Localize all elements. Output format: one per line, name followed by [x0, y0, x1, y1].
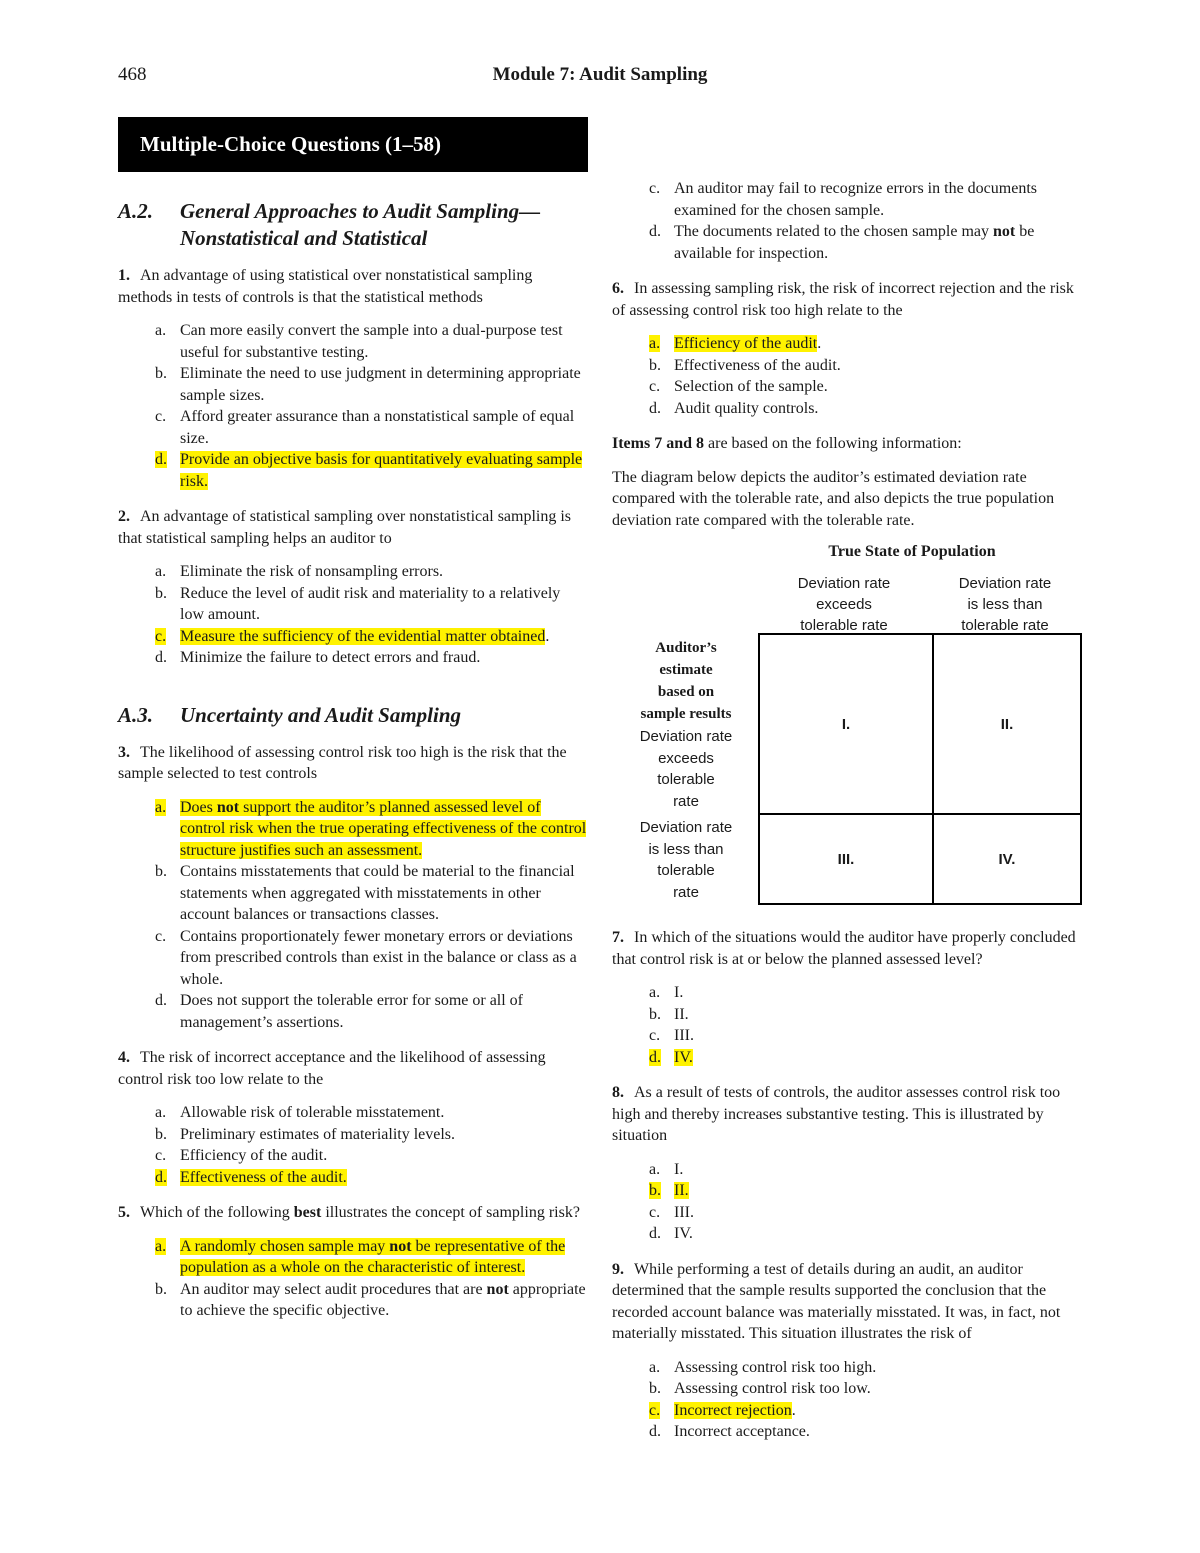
- question-number: 1.: [118, 267, 130, 284]
- label-line: rate: [673, 883, 699, 901]
- option-letter: d.: [155, 649, 167, 666]
- label-line: tolerable: [657, 862, 715, 879]
- question-text: An advantage of statistical sampling over nonstatistical sampling is that statistical sampling helps an auditor to: [118, 508, 572, 547]
- section-heading-a2: [118, 198, 588, 252]
- answer-option: [118, 1124, 588, 1146]
- option-letter: [612, 1047, 674, 1069]
- option-letter: c.: [155, 408, 167, 425]
- answer-option: [612, 376, 1082, 398]
- highlighted-answer: Measure the sufficiency of the evidential matter obtained: [180, 627, 546, 645]
- answer-option-highlighted: [118, 1236, 588, 1279]
- caption-line: sample results: [640, 706, 732, 722]
- caption-line: estimate: [659, 662, 713, 678]
- answer-option-highlighted: [612, 1180, 1082, 1202]
- label-line: Deviation rate: [639, 819, 733, 836]
- option-letter: d.: [649, 399, 661, 417]
- question-number: 9.: [612, 1260, 624, 1278]
- option-text: Preliminary estimates of materiality levels.: [180, 1125, 456, 1143]
- highlighted-answer: Efficiency of the audit: [674, 335, 818, 352]
- emphasis: best: [293, 1204, 322, 1221]
- diagram-title: True State of Population: [828, 543, 996, 560]
- question-stem: [612, 278, 1082, 321]
- label-line: rate: [673, 792, 699, 810]
- option-letter: a.: [649, 1358, 661, 1376]
- answer-option: [612, 1223, 1082, 1245]
- answer-option-highlighted: [612, 333, 1082, 355]
- highlighted-letter: c.: [155, 627, 167, 645]
- option-letter: [612, 1180, 674, 1202]
- option-letter: a.: [155, 1104, 167, 1121]
- section-title: General Approaches to Audit Sampling—Nonstatistical and Statistical: [180, 199, 541, 250]
- option-text: Eliminate the need to use judgment in determining appropriate sample sizes.: [180, 365, 581, 404]
- question-text: An advantage of using statistical over nonstatistical sampling methods in tests of controls is that the statistical methods: [118, 267, 533, 306]
- option-letter: b.: [155, 584, 167, 602]
- highlighted-answer: [180, 1238, 565, 1277]
- question-number: 3.: [118, 743, 130, 761]
- option-letter: [118, 626, 180, 648]
- option-text: [180, 1279, 588, 1322]
- option-text: I.: [674, 1160, 684, 1178]
- option-text: Assessing control risk too high.: [674, 1358, 877, 1376]
- highlighted-letter: a.: [649, 335, 661, 352]
- option-text: Contains misstatements that could be material to the financial statements when aggregated with misstatements in other account balances or transactions classes.: [180, 863, 575, 923]
- option-text: III.: [674, 1027, 694, 1044]
- emphasis: Items 7 and 8: [612, 435, 705, 452]
- heading-line: Deviation rate: [958, 575, 1052, 592]
- question-number: 7.: [612, 929, 624, 946]
- option-letter: b.: [155, 863, 167, 880]
- option-letter: c.: [649, 180, 661, 197]
- section-banner: Multiple-Choice Questions (1–58): [118, 117, 588, 172]
- question-text: Which of the following: [140, 1204, 294, 1221]
- question-number: 6.: [612, 280, 624, 297]
- option-text: Efficiency of the audit.: [180, 1147, 328, 1164]
- emphasis: not: [216, 798, 240, 816]
- answer-option: [118, 320, 588, 363]
- option-letter: c.: [155, 927, 167, 945]
- option-letter: b.: [155, 1280, 167, 1298]
- option-letter: a.: [649, 984, 661, 1001]
- question-number: 4.: [118, 1049, 130, 1066]
- cell-ii: II.: [934, 635, 1080, 815]
- population-diagram: [612, 543, 1082, 923]
- label-line: exceeds: [658, 749, 714, 767]
- text-part: An auditor may select audit procedures that are: [180, 1280, 487, 1298]
- option-letter: [118, 797, 180, 862]
- question-text: As a result of tests of controls, the auditor assesses control risk too high and thereby increases substantive testing. This is illustrated by situation: [612, 1084, 1061, 1144]
- question-text: While performing a test of details during an audit, an auditor determined that the sample results supported the conclusion that the recorded account balance was materially misstated. It was, in fact, not materially misstated. This situation illustrates the risk of: [612, 1260, 1061, 1342]
- section-title: Uncertainty and Audit Sampling: [180, 702, 462, 727]
- answer-option: [118, 647, 588, 669]
- option-text: Reduce the level of audit risk and materiality to a relatively low amount.: [180, 584, 561, 623]
- answer-option-highlighted: [118, 1167, 588, 1189]
- answer-option: [612, 1357, 1082, 1379]
- option-text: IV.: [674, 1225, 693, 1242]
- option-text: Assessing control risk too low.: [674, 1380, 871, 1397]
- question-stem: [612, 1082, 1082, 1147]
- heading-line: tolerable rate: [961, 617, 1049, 634]
- option-letter: b.: [155, 1125, 167, 1143]
- option-letter: [612, 1400, 674, 1422]
- question-5-continued: [612, 178, 1082, 264]
- option-letter: b.: [649, 1005, 661, 1023]
- question-stem: [118, 506, 588, 549]
- option-letter: a.: [155, 563, 167, 580]
- answer-option: [612, 1004, 1082, 1026]
- section-number: A.2.: [118, 199, 154, 223]
- question-7: [612, 927, 1082, 1068]
- highlighted-letter: c.: [649, 1401, 661, 1419]
- text-part: be representative of the population as a whole on the characteristic of interest.: [180, 1237, 566, 1276]
- column-heading-less-than: [930, 573, 1080, 636]
- option-text: Allowable risk of tolerable misstatement.: [180, 1104, 445, 1121]
- option-letter: [612, 333, 674, 355]
- items-info-intro: [612, 433, 1082, 455]
- text-part: The documents related to the chosen sample may: [674, 223, 994, 240]
- row-label-less-than: [612, 817, 760, 903]
- question-text: In which of the situations would the auditor have properly concluded that control risk is at or below the planned assessed level?: [612, 929, 1076, 968]
- option-text: [674, 1047, 1082, 1069]
- option-text: [674, 333, 1082, 355]
- text-part: A randomly chosen sample may: [180, 1237, 390, 1255]
- running-head: Module 7: Audit Sampling: [492, 64, 708, 85]
- highlighted-answer: Effectiveness of the audit.: [180, 1168, 347, 1186]
- option-text: [674, 221, 1082, 264]
- row-label-exceeds: [612, 726, 760, 812]
- question-6: [612, 278, 1082, 419]
- highlighted-answer: II.: [674, 1182, 689, 1199]
- option-text: Contains proportionately fewer monetary errors or deviations from prescribed controls than exist in the balance or class as a whole.: [180, 927, 577, 988]
- answer-option: [118, 583, 588, 626]
- highlighted-letter: d.: [155, 1168, 167, 1186]
- column-heading-exceeds: [769, 573, 919, 636]
- heading-line: exceeds: [816, 596, 872, 613]
- cell-iii: III.: [760, 815, 934, 903]
- option-text: I.: [674, 984, 684, 1001]
- option-letter: c.: [649, 378, 661, 395]
- answer-option-highlighted: [612, 1400, 1082, 1422]
- option-text: Incorrect acceptance.: [674, 1423, 810, 1440]
- option-letter: c.: [649, 1027, 661, 1044]
- option-text: [180, 626, 588, 648]
- period: .: [817, 335, 822, 352]
- answer-option: [612, 398, 1082, 420]
- highlighted-answer: Provide an objective basis for quantitatively evaluating sample risk.: [180, 451, 583, 490]
- text-part: support the auditor’s planned assessed level of control risk when the true operating effectiveness of the control structure justifies such an assessment.: [180, 798, 587, 859]
- option-letter: [118, 1167, 180, 1189]
- question-number: 8.: [612, 1084, 624, 1101]
- question-number: 5.: [118, 1204, 130, 1221]
- option-text: [674, 1180, 1082, 1202]
- page-header: [118, 64, 1082, 94]
- label-line: tolerable: [657, 771, 715, 788]
- answer-option: [612, 1378, 1082, 1400]
- question-5: [118, 1202, 588, 1322]
- question-stem: [612, 927, 1082, 970]
- question-8: [612, 1082, 1082, 1245]
- answer-option: [118, 1279, 588, 1322]
- answer-option-highlighted: [612, 1047, 1082, 1069]
- answer-option: [612, 178, 1082, 221]
- option-text: [674, 1400, 1082, 1422]
- text-part: appropriate to achieve the specific objective.: [180, 1280, 586, 1319]
- answer-option: [118, 561, 588, 583]
- question-3: [118, 742, 588, 1034]
- answer-option: [612, 982, 1082, 1004]
- answer-option: [612, 1025, 1082, 1047]
- question-1: [118, 265, 588, 492]
- highlighted-letter: b.: [649, 1182, 661, 1199]
- answer-option: [118, 861, 588, 926]
- option-text: Eliminate the risk of nonsampling errors.: [180, 563, 444, 580]
- option-text: Can more easily convert the sample into a dual-purpose test useful for substantive testing.: [180, 322, 563, 361]
- highlighted-letter: d.: [155, 451, 167, 468]
- section-heading-a3: [118, 702, 588, 729]
- question-stem: [118, 742, 588, 785]
- question-text: The risk of incorrect acceptance and the likelihood of assessing control risk too low relate to the: [118, 1049, 546, 1088]
- option-text: [180, 797, 588, 862]
- answer-option: [118, 406, 588, 449]
- question-text: The likelihood of assessing control risk too high is the risk that the sample selected to test controls: [118, 743, 567, 782]
- question-stem: [118, 1047, 588, 1090]
- text-part: be available for inspection.: [674, 223, 1035, 262]
- answer-option: [612, 355, 1082, 377]
- option-letter: [118, 1236, 180, 1279]
- period: .: [791, 1401, 796, 1419]
- option-letter: c.: [155, 1147, 167, 1164]
- emphasis: not: [993, 223, 1016, 240]
- option-letter: [118, 449, 180, 492]
- answer-option: [118, 926, 588, 991]
- option-text: Afford greater assurance than a nonstatistical sample of equal size.: [180, 408, 575, 447]
- question-stem: [612, 1259, 1082, 1345]
- option-text: Selection of the sample.: [674, 378, 828, 395]
- highlighted-letter: a.: [155, 798, 167, 816]
- option-text: An auditor may fail to recognize errors in the documents examined for the chosen sample.: [674, 180, 1037, 219]
- question-text: In assessing sampling risk, the risk of incorrect rejection and the risk of assessing control risk too high relate to the: [612, 280, 1074, 319]
- answer-option: [612, 1421, 1082, 1443]
- question-9: [612, 1259, 1082, 1443]
- question-4: [118, 1047, 588, 1188]
- label-line: is less than: [648, 840, 724, 858]
- emphasis: not: [486, 1280, 509, 1298]
- page-number: 468: [118, 64, 147, 85]
- option-text: III.: [674, 1203, 694, 1221]
- answer-option-highlighted: [118, 797, 588, 862]
- answer-option: [612, 1159, 1082, 1181]
- question-2: [118, 506, 588, 669]
- answer-option: [612, 221, 1082, 264]
- option-text: Effectiveness of the audit.: [674, 356, 841, 374]
- cell-iv: IV.: [998, 850, 1016, 868]
- cell-i: I.: [760, 635, 934, 815]
- option-letter: d.: [155, 992, 167, 1009]
- option-text: Audit quality controls.: [674, 399, 819, 417]
- option-text: Minimize the failure to detect errors and fraud.: [180, 649, 481, 666]
- option-text: II.: [674, 1005, 689, 1023]
- option-text: Does not support the tolerable error for some or all of management’s assertions.: [180, 992, 524, 1031]
- right-column: [612, 178, 1082, 1457]
- option-letter: b.: [649, 356, 661, 374]
- highlighted-letter: d.: [649, 1048, 661, 1066]
- section-number: A.3.: [118, 702, 154, 727]
- highlighted-letter: a.: [155, 1237, 167, 1255]
- question-stem: [118, 1202, 588, 1224]
- answer-option: [118, 990, 588, 1033]
- option-letter: a.: [155, 322, 167, 339]
- heading-line: Deviation rate: [797, 575, 891, 592]
- option-letter: d.: [649, 1225, 661, 1242]
- heading-line: tolerable rate: [800, 617, 888, 634]
- caption-line: Auditor’s: [655, 640, 717, 656]
- option-text: [180, 1167, 588, 1189]
- label-line: Deviation rate: [639, 728, 733, 745]
- option-text: [180, 449, 588, 492]
- option-letter: d.: [649, 1423, 661, 1440]
- items-info-paragraph: The diagram below depicts the auditor’s estimated deviation rate compared with the tolerable rate, and also depicts the true population deviation rate compared with the tolerable rate.: [612, 468, 1055, 529]
- answer-option-highlighted: [118, 449, 588, 492]
- diagram-grid: [758, 633, 1082, 905]
- intro-text: are based on the following information:: [704, 435, 962, 452]
- answer-option-highlighted: [118, 626, 588, 648]
- left-column: [118, 117, 588, 1336]
- answer-option: [612, 1202, 1082, 1224]
- row-caption: [612, 637, 760, 725]
- option-text: [180, 1236, 588, 1279]
- caption-line: based on: [657, 684, 715, 700]
- answer-option: [118, 1145, 588, 1167]
- highlighted-answer: [180, 799, 586, 859]
- emphasis: not: [389, 1237, 412, 1255]
- answer-option: [118, 363, 588, 406]
- option-letter: b.: [649, 1380, 661, 1397]
- option-letter: d.: [649, 223, 661, 240]
- period: .: [545, 627, 550, 645]
- question-stem: [118, 265, 588, 308]
- answer-option: [118, 1102, 588, 1124]
- question-number: 2.: [118, 508, 130, 525]
- option-letter: c.: [649, 1203, 661, 1221]
- option-letter: b.: [155, 365, 167, 382]
- highlighted-answer: Incorrect rejection: [674, 1401, 792, 1419]
- highlighted-answer: IV.: [674, 1048, 693, 1066]
- question-text: illustrates the concept of sampling risk?: [321, 1204, 580, 1221]
- option-letter: a.: [649, 1160, 661, 1178]
- heading-line: is less than: [967, 596, 1043, 613]
- text-part: Does: [180, 798, 217, 816]
